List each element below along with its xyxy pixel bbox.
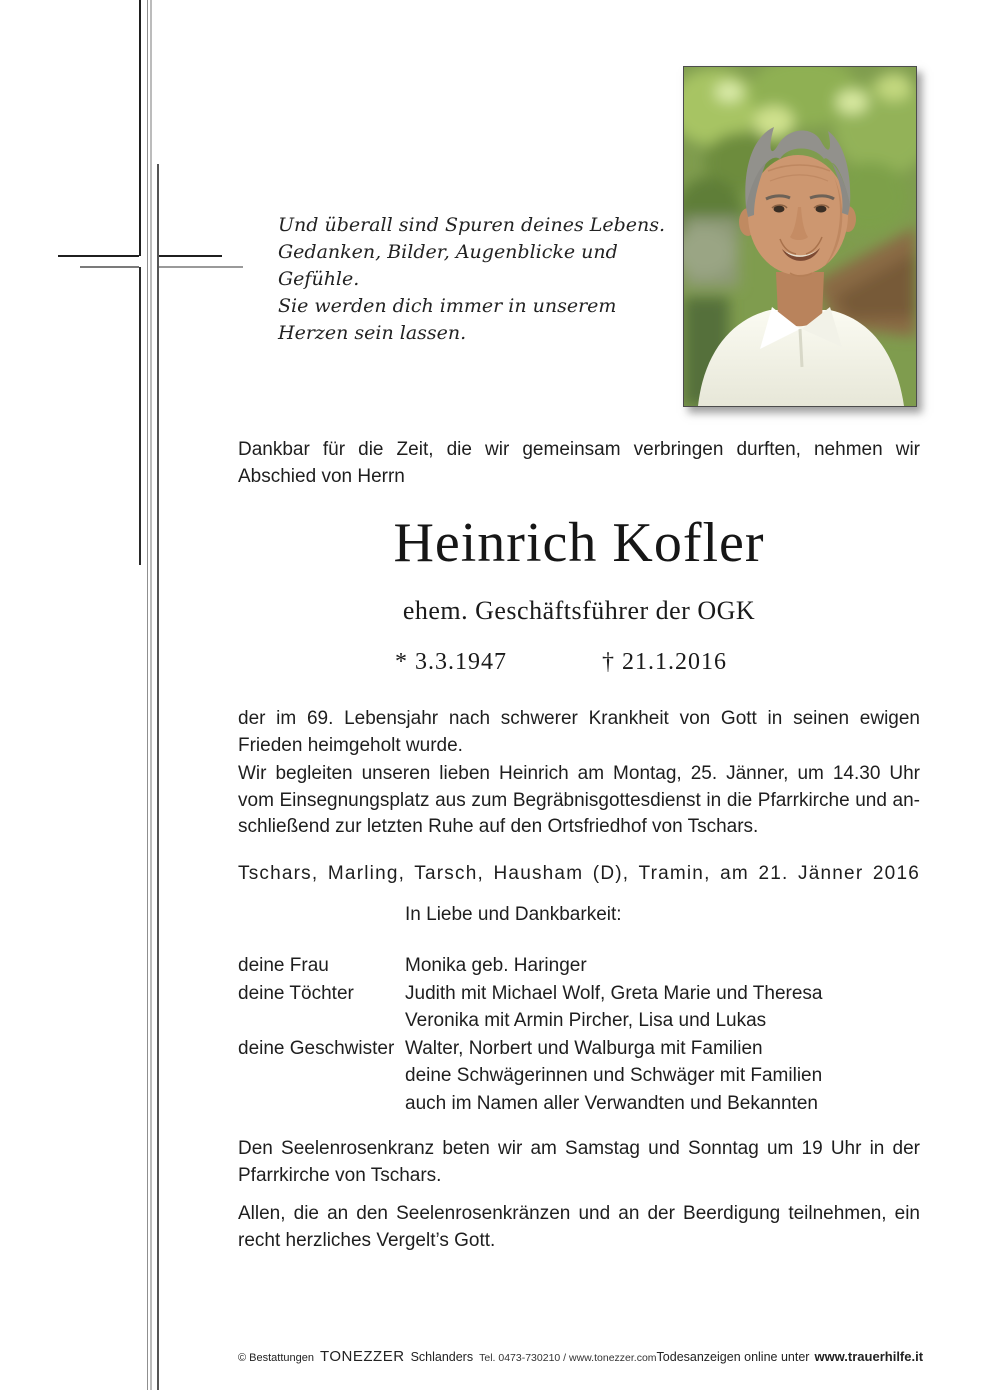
portrait-photo [683, 66, 917, 407]
footer-portal-prefix: Todesanzeigen online unter [656, 1350, 810, 1364]
family-label: deine Frau [238, 955, 329, 976]
paragraph-begleiten: Wir begleiten unseren lieben Heinrich am Montag, 25. Jänner, um 14.30 Uhr vom Einsegnungsplatz aus zum Begräbnisgottesdienst in die Pfarrkirche und anschließend zur letzten Ruhe auf den Ortsfriedhof von Tschars. [238, 763, 920, 837]
footer-contact: Tel. 0473-730210 / www.tonezzer.com [479, 1352, 657, 1364]
footer-portal [657, 1349, 924, 1364]
family-value: auch im Namen aller Verwandten und Bekannten [405, 1092, 818, 1114]
poem-line: Gedanken, Bilder, Augenblicke und Gefühle. [278, 241, 618, 290]
paragraph-frieden: der im 69. Lebensjahr nach schwerer Krankheit von Gott in seinen ewigen Frieden heimgeholt wurde. [238, 708, 920, 756]
cross-arm-right-lower [159, 266, 243, 268]
poem-line: Und überall sind Spuren deines Lebens. [278, 214, 666, 236]
deceased-title: ehem. Geschäftsführer der OGK [402, 596, 756, 625]
family-label [238, 1007, 405, 1035]
portrait-illustration [684, 67, 916, 406]
death-date: † 21.1.2016 [602, 649, 727, 675]
family-value: Judith mit Michael Wolf, Greta Marie und Theresa [405, 982, 823, 1004]
cross-vertical-dark-upper [139, 0, 141, 256]
footer-portal-link[interactable]: www.trauerhilfe.it [814, 1349, 924, 1364]
cross-vertical-gray-right [150, 0, 152, 1390]
family-value: Walter, Norbert und Walburga mit Familien [405, 1037, 763, 1059]
family-value: Monika geb. Haringer [405, 955, 587, 976]
cities-date-line: Tschars, Marling, Tarsch, Hausham (D), Tramin, am 21. Jänner 2016 [238, 863, 920, 884]
poem-line: Herzen sein lassen. [278, 322, 467, 344]
cross-arm-right-upper [159, 255, 222, 257]
family-value: deine Schwägerinnen und Schwäger mit Familien [405, 1065, 823, 1086]
deceased-name: Heinrich Kofler [393, 512, 765, 574]
footer-brand: TONEZZER [320, 1348, 405, 1365]
footer-copyright: © Bestattungen [238, 1352, 314, 1364]
poem-line: Sie werden dich immer in unserem [278, 295, 617, 317]
cross-vertical-dark-lower [139, 267, 141, 565]
family-label [238, 1062, 405, 1090]
family-value: Veronika mit Armin Pircher, Lisa und Lukas [405, 1010, 767, 1031]
intro-paragraph: Dankbar für die Zeit, die wir gemeinsam verbringen durften, nehmen wir Abschied von Herrn [238, 439, 920, 487]
life-dates [238, 649, 920, 681]
birth-date: * 3.3.1947 [395, 649, 507, 675]
cross-vertical-gray-left [147, 0, 148, 1390]
footer [238, 1348, 924, 1365]
footer-location: Schlanders [410, 1350, 474, 1364]
memorial-poem [278, 212, 698, 347]
paragraph-rosenkranz: Den Seelenrosenkranz beten wir am Samstag und Sonntag um 19 Uhr in der Pfarrkirche von Tschars. [238, 1138, 920, 1186]
family-list [238, 952, 920, 1117]
cross-arm-left-upper [58, 255, 139, 257]
family-label: deine Geschwister [238, 1037, 395, 1059]
cross-arm-left-lower [80, 266, 139, 268]
family-label: deine Töchter [238, 982, 354, 1004]
family-label [238, 1090, 405, 1118]
cross-vertical-shadow [157, 164, 159, 1390]
closing-line: In Liebe und Dankbarkeit: [405, 904, 622, 925]
footer-funeral-home [238, 1348, 657, 1365]
paragraph-dank: Allen, die an den Seelenrosenkränzen und an der Beerdigung teilnehmen, ein recht herzliches Vergelt’s Gott. [238, 1203, 920, 1251]
